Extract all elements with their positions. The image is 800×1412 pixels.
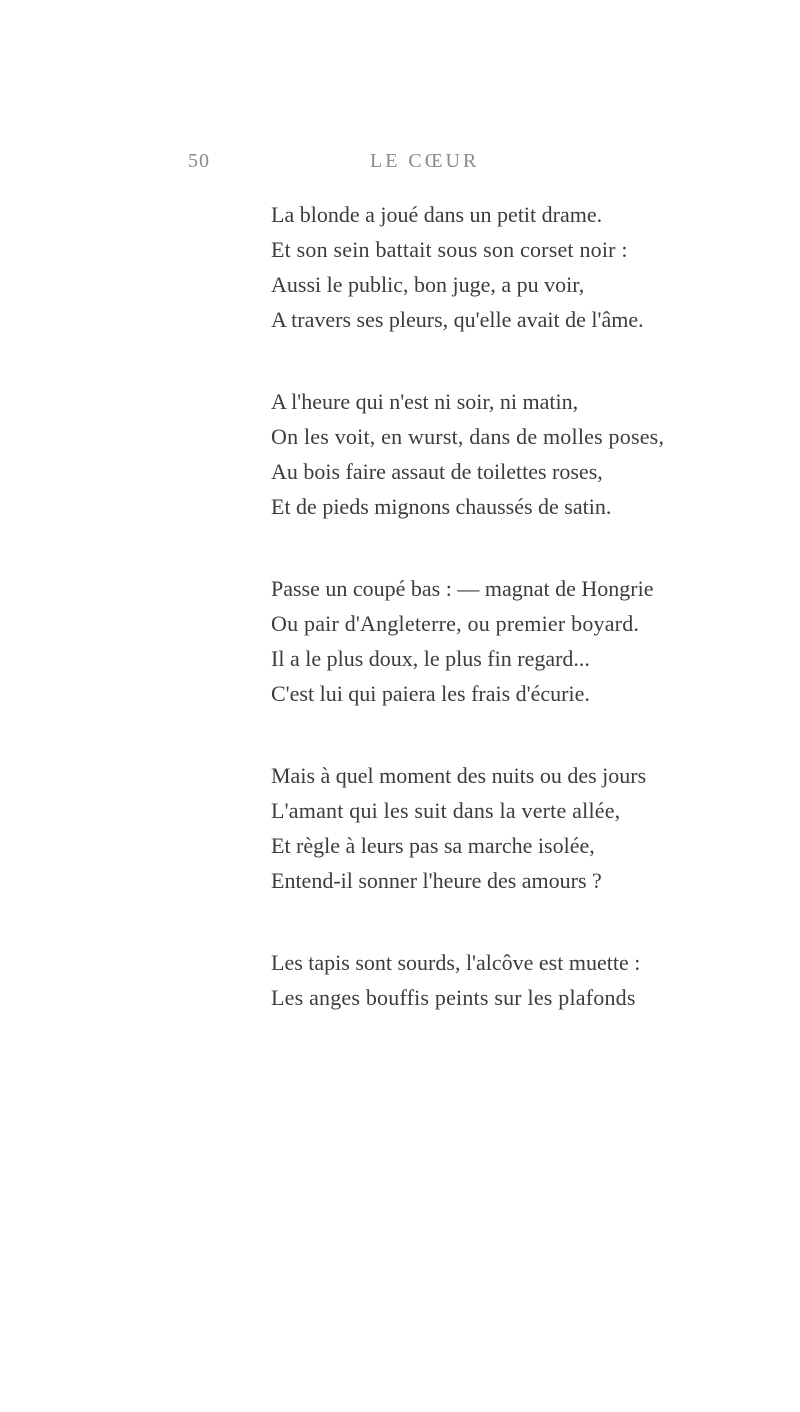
stanza bbox=[271, 384, 791, 524]
page-number: 50 bbox=[188, 150, 210, 172]
verse-line: A travers ses pleurs, qu'elle avait de l'âme. bbox=[271, 307, 644, 332]
verse-line: La blonde a joué dans un petit drame. bbox=[271, 202, 603, 227]
verse-line: C'est lui qui paiera les frais d'écurie. bbox=[271, 681, 590, 706]
verse-line: Il a le plus doux, le plus fin regard... bbox=[271, 646, 590, 671]
verse-line: Les anges bouffis peints sur les plafonds bbox=[271, 985, 636, 1010]
verse-line: Ou pair d'Angleterre, ou premier boyard. bbox=[271, 611, 640, 636]
verse-line: A l'heure qui n'est ni soir, ni matin, bbox=[271, 389, 579, 414]
verse-line: L'amant qui les suit dans la verte allée, bbox=[271, 798, 621, 823]
stanza bbox=[271, 758, 791, 898]
running-title: LE CŒUR bbox=[370, 150, 480, 172]
verse-line: Mais à quel moment des nuits ou des jours bbox=[271, 763, 647, 788]
running-head bbox=[188, 150, 568, 180]
verse-line: Et son sein battait sous son corset noir : bbox=[271, 237, 628, 262]
verse-line: Entend-il sonner l'heure des amours ? bbox=[271, 868, 602, 893]
verse-line: On les voit, en wurst, dans de molles poses, bbox=[271, 424, 665, 449]
verse-line: Passe un coupé bas : — magnat de Hongrie bbox=[271, 576, 654, 601]
verse-line: Au bois faire assaut de toilettes roses, bbox=[271, 459, 603, 484]
verse-line: Et règle à leurs pas sa marche isolée, bbox=[271, 833, 595, 858]
stanza bbox=[271, 571, 791, 711]
verse-line: Aussi le public, bon juge, a pu voir, bbox=[271, 272, 585, 297]
poem bbox=[271, 197, 791, 1062]
verse-line: Et de pieds mignons chaussés de satin. bbox=[271, 494, 612, 519]
stanza bbox=[271, 945, 791, 1015]
stanza bbox=[271, 197, 791, 337]
verse-line: Les tapis sont sourds, l'alcôve est muette : bbox=[271, 950, 641, 975]
